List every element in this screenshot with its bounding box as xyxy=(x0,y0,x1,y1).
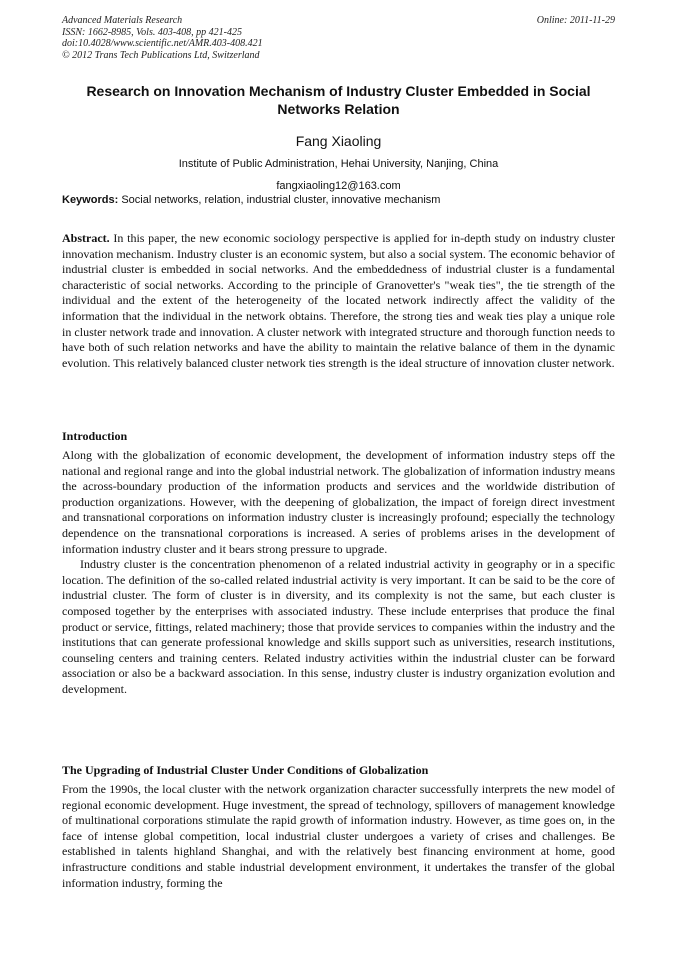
issn-line: ISSN: 1662-8985, Vols. 403-408, pp 421-425 xyxy=(62,26,242,38)
doi-line: doi:10.4028/www.scientific.net/AMR.403-408.421 xyxy=(62,38,263,49)
section-heading-upgrading: The Upgrading of Industrial Cluster Under Conditions of Globalization xyxy=(62,763,429,777)
paragraph: Along with the globalization of economic development, the development of information industry steps off the national and regional range and into the global industrial network. The globalization of information industry means the across-boundary production of the information products and services and the worldwide distribution of production organizations. However, with the deepening of globalization, the impact of foreign direct investment and transnational corporations on information industry cluster is increasingly profound; especially the technology dependence on the transnational corporations is increased. A series of problems arises in the development of information industry cluster and it bears strong pressure to upgrade. xyxy=(62,448,615,556)
author-name: Fang Xiaoling xyxy=(295,133,382,149)
author-email: fangxiaoling12@163.com xyxy=(276,180,401,192)
affiliation: Institute of Public Administration, Hehai University, Nanjing, China xyxy=(178,158,499,170)
abstract xyxy=(62,231,615,371)
copyright-line: © 2012 Trans Tech Publications Ltd, Switzerland xyxy=(62,49,260,61)
keywords xyxy=(62,194,615,206)
abstract-text: In this paper, the new economic sociology perspective is applied for in-depth study on industry cluster innovation mechanism. Industry cluster is an economic system, but also a social system. The economic behavior of industrial cluster is embedded in social networks. And the embeddedness of industrial cluster is a fundamental characteristic of social networks. According to the principle of Granovetter's "weak ties", the tie strength of the individual and the extent of the heterogeneity of the located network indirectly affect the validity of the information that the individual in the network obtains. Therefore, the strong ties and weak ties play a unique role in cluster network trade and innovation. A cluster network with integrated structure and thorough function needs to have both of such relation networks and have the ability to maintain the relative balance of them in the dynamic evolution. This relatively balanced cluster network ties strength is the ideal structure of innovation cluster network. xyxy=(62,231,616,370)
online-date: Online: 2011-11-29 xyxy=(536,15,615,26)
section-heading-introduction: Introduction xyxy=(62,429,128,443)
journal-name: Advanced Materials Research xyxy=(62,15,183,26)
section-upgrading xyxy=(62,782,615,891)
paper-title: Research on Innovation Mechanism of Industry Cluster Embedded in Social Networks Relation xyxy=(86,83,591,117)
keywords-text: Social networks, relation, industrial cluster, innovative mechanism xyxy=(121,194,441,206)
section-introduction xyxy=(62,448,615,698)
journal-header xyxy=(62,15,615,61)
paragraph: From the 1990s, the local cluster with the network organization character successfully interprets the new model of regional economic development. Huge investment, the spread of technology, spillovers of management knowledge of multinational corporations stimulate the rapid growth of information industry. However, as time goes on, in the face of intense global competition, local industrial cluster undergoes a variety of crises and challenges. Be established in talents highland Shanghai, and with the relatively best financing environment at home, good infrastructure conditions and stable industrial development environment, it undertakes the transfer of the global information industry, forming the xyxy=(62,782,615,890)
abstract-label: Abstract. xyxy=(62,231,110,245)
keywords-label: Keywords: xyxy=(62,194,119,206)
paragraph: Industry cluster is the concentration phenomenon of a related industrial activity in geography or in a specific location. The definition of the so-called related industrial activity is very important. It can be said to be the core of industrial cluster. The form of cluster is in diversity, and its complexity is not the same, but each cluster is composed together by the enterprises with associated industry. These include enterprises that produce the final product or service, fittings, related machinery; those that provide services to companies within the industry and the institutions that can generate professional knowledge and skills support such as universities, research institutions, counseling centers and training centers. Related industry activities within the industrial cluster can be forward association or also be a backward association. In this sense, industry cluster is industry organization evolution and development. xyxy=(62,557,615,696)
